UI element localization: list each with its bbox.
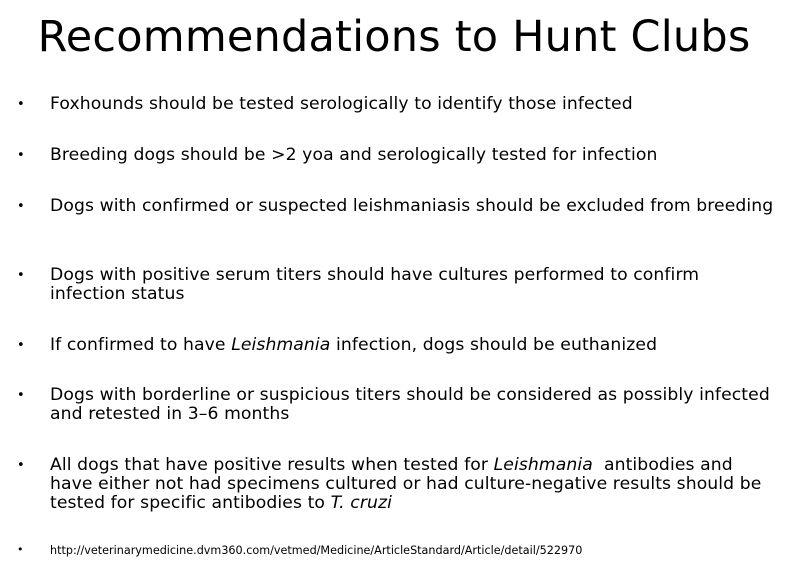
bullet-dot: • (17, 199, 25, 214)
bullet-dot: • (17, 268, 25, 283)
bullet-text-part: antibodies and have either not had specimens cultured or had culture-negative results should be tested for specific antibodies to (50, 455, 768, 513)
bullet-text: Dogs with positive serum titers should have cultures performed to confirm infection status (50, 265, 700, 304)
bullet-text (50, 336, 775, 355)
source-bullet-dot: • (17, 543, 24, 556)
bullet-text: Breeding dogs should be >2 yoa and serologically tested for infection (50, 145, 658, 165)
bullet-dot: • (17, 388, 25, 403)
source-link[interactable]: http://veterinarymedicine.dvm360.com/vetmed/Medicine/ArticleStandard/Article/detail/522970 (50, 544, 583, 557)
bullet-text-part: All dogs that have positive results when tested for (50, 455, 494, 475)
bullet-text: Dogs with borderline or suspicious titers should be considered as possibly infected and retested in 3–6 months (50, 385, 770, 424)
bullet-text: Foxhounds should be tested serologically to identify those infected (50, 94, 633, 114)
bullet-text: Dogs with confirmed or suspected leishmaniasis should be excluded from breeding (50, 196, 774, 216)
bullet-text (50, 456, 775, 513)
bullet-dot: • (17, 148, 25, 163)
bullet-text-italic: Leishmania (231, 335, 331, 355)
bullet-text-italic: Leishmania (493, 455, 593, 475)
bullet-text-part: infection, dogs should be euthanized (330, 335, 658, 355)
slide-title: Recommendations to Hunt Clubs (37, 12, 751, 62)
bullet-dot: • (17, 458, 25, 473)
bullet-text-part: If confirmed to have (50, 335, 232, 355)
bullet-dot: • (17, 338, 25, 353)
bullet-dot: • (17, 97, 25, 112)
bullet-text-italic: T. cruzi (330, 493, 393, 513)
